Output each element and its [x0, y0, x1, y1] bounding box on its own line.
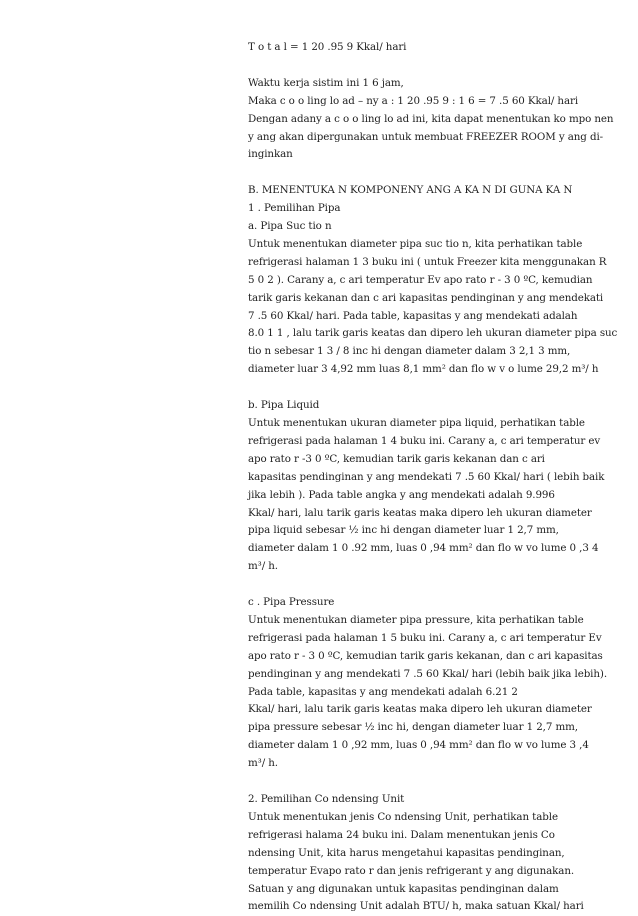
section-heading: 2. Pemilihan Co ndensing Unit [248, 792, 405, 805]
text-line: diameter dalam 1 0 .92 mm, luas 0 ,94 mm² dan flo w vo lume 0 ,3 4 [248, 542, 599, 555]
subsection-heading: a. Pipa Suc tio n [248, 220, 332, 233]
section-heading: B. MENENTUKA N KOMPONENY ANG A KA N DI GUNA KA N [248, 184, 573, 197]
paragraph-gap [248, 164, 612, 182]
text-line: Untuk menentukan diameter pipa pressure, kita perhatikan table [248, 613, 584, 626]
text-line: Untuk menentukan diameter pipa suc tio n, kita perhatikan table [248, 237, 583, 250]
text-line: Kkal/ hari, lalu tarik garis keatas maka dipero leh ukuran diameter [248, 506, 592, 519]
total-block [248, 39, 612, 57]
text-line: 8.0 1 1 , lalu tarik garis keatas dan dipero leh ukuran diameter pipa suc [248, 327, 618, 340]
text-line: 5 0 2 ). Carany a, c ari temperatur Ev apo rato r - 3 0 ºC, kemudian [248, 273, 593, 286]
text-line: T o t a l = 1 20 .95 9 Kkal/ hari [248, 41, 407, 53]
text-line: memilih Co ndensing Unit adalah BTU/ h, maka satuan Kkal/ hari [248, 900, 584, 913]
text-line: refrigerasi halaman 1 3 buku ini ( untuk Freezer kita menggunakan R [248, 255, 607, 268]
cooling-load-paragraph [248, 75, 612, 165]
paragraph-gap [248, 773, 612, 791]
text-line: inginkan [248, 148, 293, 161]
text-line: 7 .5 60 Kkal/ hari. Pada table, kapasitas y ang mendekati adalah [248, 309, 578, 322]
text-line: Untuk menentukan ukuran diameter pipa liquid, perhatikan table [248, 416, 585, 429]
paragraph-gap [248, 57, 612, 75]
text-line: ndensing Unit, kita harus mengetahui kapasitas pendinginan, [248, 846, 565, 859]
document-page [248, 39, 618, 916]
text-line: diameter luar 3 4,92 mm luas 8,1 mm² dan flo w v o lume 29,2 m³/ h [248, 363, 599, 376]
text-line: refrigerasi halama 24 buku ini. Dalam menentukan jenis Co [248, 828, 555, 841]
paragraph-gap [248, 576, 612, 594]
text-line: y ang akan dipergunakan untuk membuat FREEZER ROOM y ang di- [248, 130, 604, 143]
text-line: temperatur Evapo rato r dan jenis refrigerant y ang digunakan. [248, 864, 575, 877]
text-line: refrigerasi pada halaman 1 5 buku ini. Carany a, c ari temperatur Ev [248, 631, 602, 644]
text-line: Pada table, kapasitas y ang mendekati adalah 6.21 2 [248, 685, 518, 698]
subsection-heading: c . Pipa Pressure [248, 596, 335, 609]
pressure-pipe-section [248, 594, 612, 773]
paragraph-gap [248, 379, 612, 397]
text-line: kapasitas pendinginan y ang mendekati 7 .5 60 Kkal/ hari ( lebih baik [248, 470, 605, 483]
suction-pipe-section [248, 182, 618, 379]
text-line: Kkal/ hari, lalu tarik garis keatas maka dipero leh ukuran diameter [248, 703, 592, 716]
text-line: apo rato r - 3 0 ºC, kemudian tarik garis kekanan, dan c ari kapasitas [248, 649, 603, 662]
condensing-unit-section [248, 791, 612, 916]
text-line: m³/ h. [248, 757, 278, 770]
text-line: jika lebih ). Pada table angka y ang mendekati adalah 9.996 [248, 488, 555, 501]
text-line: Satuan y ang digunakan untuk kapasitas pendinginan dalam [248, 882, 559, 895]
text-line: pipa pressure sebesar ½ inc hi, dengan diameter luar 1 2,7 mm, [248, 721, 578, 734]
text-line: diameter dalam 1 0 ,92 mm, luas 0 ,94 mm² dan flo w vo lume 3 ,4 [248, 739, 589, 752]
text-line: tio n sebesar 1 3 / 8 inc hi dengan diameter dalam 3 2,1 3 mm, [248, 345, 571, 358]
text-line: m³/ h. [248, 560, 278, 573]
text-line: Maka c o o ling lo ad – ny a : 1 20 .95 9 : 1 6 = 7 .5 60 Kkal/ hari [248, 94, 579, 107]
text-line: tarik garis kekanan dan c ari kapasitas pendinginan y ang mendekati [248, 291, 604, 304]
subsection-heading: 1 . Pemilihan Pipa [248, 202, 341, 215]
subsection-heading: b. Pipa Liquid [248, 399, 320, 412]
liquid-pipe-section [248, 397, 612, 576]
text-line: pendinginan y ang mendekati 7 .5 60 Kkal/ hari (lebih baik jika lebih). [248, 667, 607, 680]
text-line: pipa liquid sebesar ½ inc hi dengan diameter luar 1 2,7 mm, [248, 524, 559, 537]
text-line: refrigerasi pada halaman 1 4 buku ini. Carany a, c ari temperatur ev [248, 434, 601, 447]
text-line: Waktu kerja sistim ini 1 6 jam, [248, 76, 404, 89]
text-line: apo rato r -3 0 ºC, kemudian tarik garis kekanan dan c ari [248, 452, 545, 465]
text-line: Untuk menentukan jenis Co ndensing Unit, perhatikan table [248, 810, 558, 823]
text-line: Dengan adany a c o o ling lo ad ini, kita dapat menentukan ko mpo nen [248, 112, 614, 125]
